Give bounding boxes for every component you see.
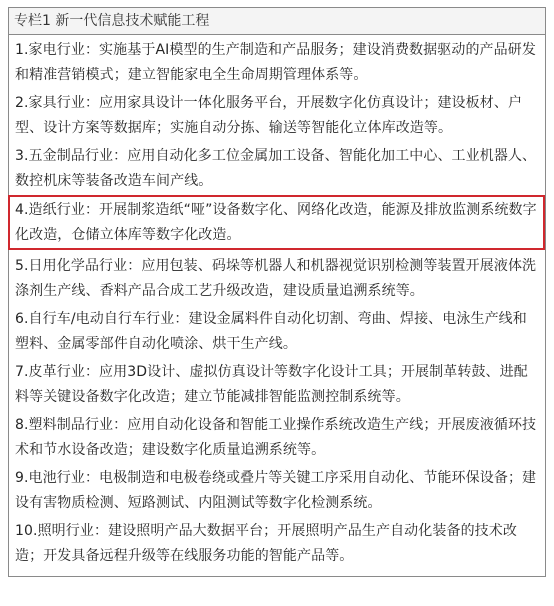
list-item-batteries: 9.电池行业：电极制造和电极卷绕或叠片等关键工序采用自动化、节能环保设备；建设有害物质检测、短路测试、内阻测试等数字化检测系统。 <box>15 470 537 511</box>
column-box <box>8 7 546 577</box>
list-item-papermaking-highlighted: 4.造纸行业：开展制浆造纸“哑”设备数字化、网络化改造，能源及排放监测系统数字化改造，仓储立体库等数字化改造。 <box>10 197 543 248</box>
list-item-bicycles: 6.自行车/电动自行车行业：建设金属料件自动化切割、弯曲、焊接、电泳生产线和塑料、金属零部件自动化喷涂、烘干生产线。 <box>15 311 527 352</box>
column-title: 专栏1 新一代信息技术赋能工程 <box>9 8 545 35</box>
list-item-leather: 7.皮革行业：应用3D设计、虚拟仿真设计等数字化设计工具；开展制革转鼓、进配料等关键设备数字化改造；建立节能减排智能监测控制系统等。 <box>15 364 528 405</box>
list-item-daily-chemicals: 5.日用化学品行业：应用包装、码垛等机器人和机器视觉识别检测等装置开展液体洗涤剂生产线、香料产品合成工艺升级改造，建设质量追溯系统等。 <box>15 258 537 299</box>
list-item-lighting: 10.照明行业：建设照明产品大数据平台；开展照明产品生产自动化装备的技术改造；开发具备远程升级等在线服务功能的智能产品等。 <box>15 523 517 564</box>
list-item-hardware: 3.五金制品行业：应用自动化多工位金属加工设备、智能化加工中心、工业机器人、数控机床等装备改造车间产线。 <box>15 148 537 189</box>
item-list <box>9 35 545 576</box>
list-item-appliances: 1.家电行业：实施基于AI模型的生产制造和产品服务；建设消费数据驱动的产品研发和精准营销模式；建立智能家电全生命周期管理体系等。 <box>15 42 536 83</box>
list-item-plastics: 8.塑料制品行业：应用自动化设备和智能工业操作系统改造生产线；开展废液循环技术和节水设备改造；建设数字化质量追溯系统等。 <box>15 417 537 458</box>
list-item-furniture: 2.家具行业：应用家具设计一体化服务平台，开展数字化仿真设计；建设板材、户型、设计方案等数据库；实施自动分拣、输送等智能化立体库改造等。 <box>15 95 523 136</box>
